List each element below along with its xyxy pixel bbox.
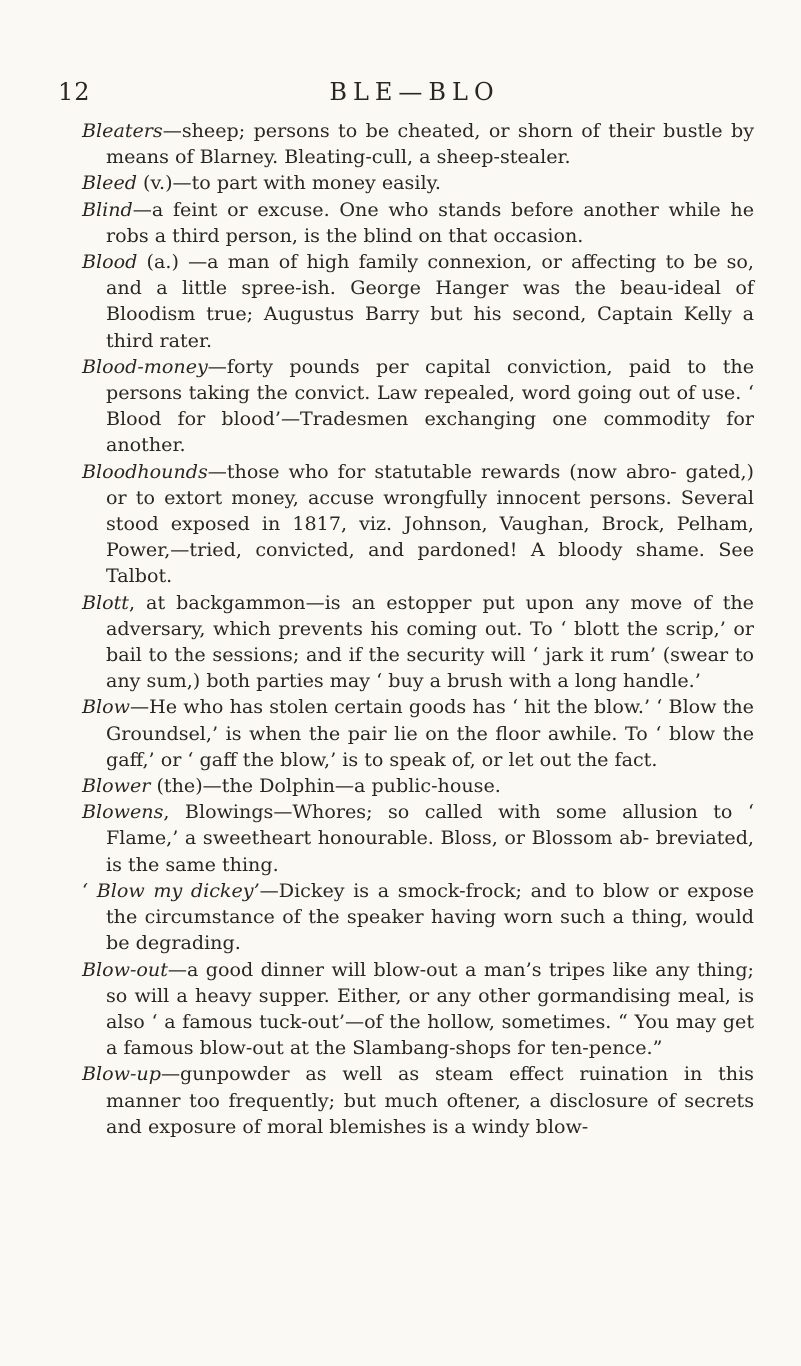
- definition: , at backgammon—is an estopper put upon any move of the adversary, which prevents his coming out. To ‘ blott the scrip,’ or bail to the sessions; and if the security will ‘ jark it rum’ (swear to any sum,) both parties may ‘ buy a brush with a long handle.’: [106, 590, 754, 693]
- dictionary-body: [82, 118, 754, 1140]
- running-head: BLE—BLO: [329, 78, 500, 106]
- entry: [82, 694, 754, 773]
- definition: (the)—the Dolphin—a public-house.: [150, 774, 501, 798]
- entry: [82, 957, 754, 1062]
- entry: [82, 799, 754, 878]
- definition: —gunpowder as well as steam effect ruination in this manner too frequently; but much oftener, a disclosure of secrets and exposure of moral blemishes is a windy blow-: [106, 1062, 754, 1138]
- entry: [82, 878, 754, 957]
- definition: —Dickey is a smock-frock; and to blow or expose the circumstance of the speaker having worn such a thing, would be degrading.: [106, 878, 754, 955]
- headword: Blow-out: [82, 957, 168, 981]
- headword: Blood: [82, 250, 138, 274]
- definition: —forty pounds per capital conviction, paid to the persons taking the convict. Law repealed, word going out of use. ‘ Blood for blood’—Tradesmen exchanging one commodity for another.: [106, 354, 754, 457]
- headword: ‘ Blow my dickey’: [82, 878, 260, 902]
- definition: —sheep; persons to be cheated, or shorn of their bustle by means of Blarney. Bleating-cull, a sheep-stealer.: [106, 119, 754, 169]
- entry: [82, 249, 754, 354]
- headword: Blott: [82, 590, 129, 614]
- definition: —He who has stolen certain goods has ‘ hit the blow.’ ‘ Blow the Groundsel,’ is when the pair lie on the floor awhile. To ‘ blow the gaff,’ or ‘ gaff the blow,’ is to speak of, or let out the fact.: [106, 695, 754, 771]
- headword: Blow: [82, 695, 130, 719]
- definition: , Blowings—Whores; so called with some allusion to ‘ Flame,’ a sweetheart honourable. Bloss, or Blossom ab- breviated, is the same thing.: [106, 800, 754, 876]
- entry: [82, 118, 754, 170]
- entry: [82, 1061, 754, 1140]
- page-number: 12: [58, 78, 91, 106]
- headword: Blood-money: [82, 354, 208, 378]
- headword: Blind: [82, 197, 133, 221]
- entry: [82, 170, 754, 196]
- definition: —a feint or excuse. One who stands before another while he robs a third person, is the blind on that occasion.: [106, 197, 754, 247]
- entry: [82, 773, 754, 799]
- definition: —a good dinner will blow-out a man’s tripes like any thing; so will a heavy supper. Either, or any other gormandising meal, is also ‘ a famous tuck-out’—of the hollow, sometimes. “ You may get a famous blow-out at the Slambang-shops for ten-pence.”: [106, 957, 754, 1060]
- headword: Blowens: [82, 800, 164, 824]
- definition: (a.) —a man of high family connexion, or affecting to be so, and a little spree-ish. George Hanger was the beau-ideal of Bloodism true; Augustus Barry but his second, Captain Kelly a third rater.: [106, 250, 754, 352]
- entry: [82, 459, 754, 590]
- headword: Bloodhounds: [82, 459, 208, 483]
- entry: [82, 590, 754, 695]
- entry: [82, 197, 754, 249]
- headword: Blower: [82, 774, 151, 798]
- headword: Bleaters: [82, 119, 163, 142]
- definition: (v.)—to part with money easily.: [136, 171, 441, 195]
- headword: Bleed: [82, 171, 137, 195]
- entry: [82, 354, 754, 459]
- page-header: [58, 78, 771, 118]
- headword: Blow-up: [82, 1062, 161, 1086]
- definition: —those who for statutable rewards (now abro- gated,) or to extort money, accuse wrongfully innocent persons. Several stood exposed in 1817, viz. Johnson, Vaughan, Brock, Pelham, Power,—tried, convicted, and pardoned! A bloody shame. See Talbot.: [106, 459, 754, 588]
